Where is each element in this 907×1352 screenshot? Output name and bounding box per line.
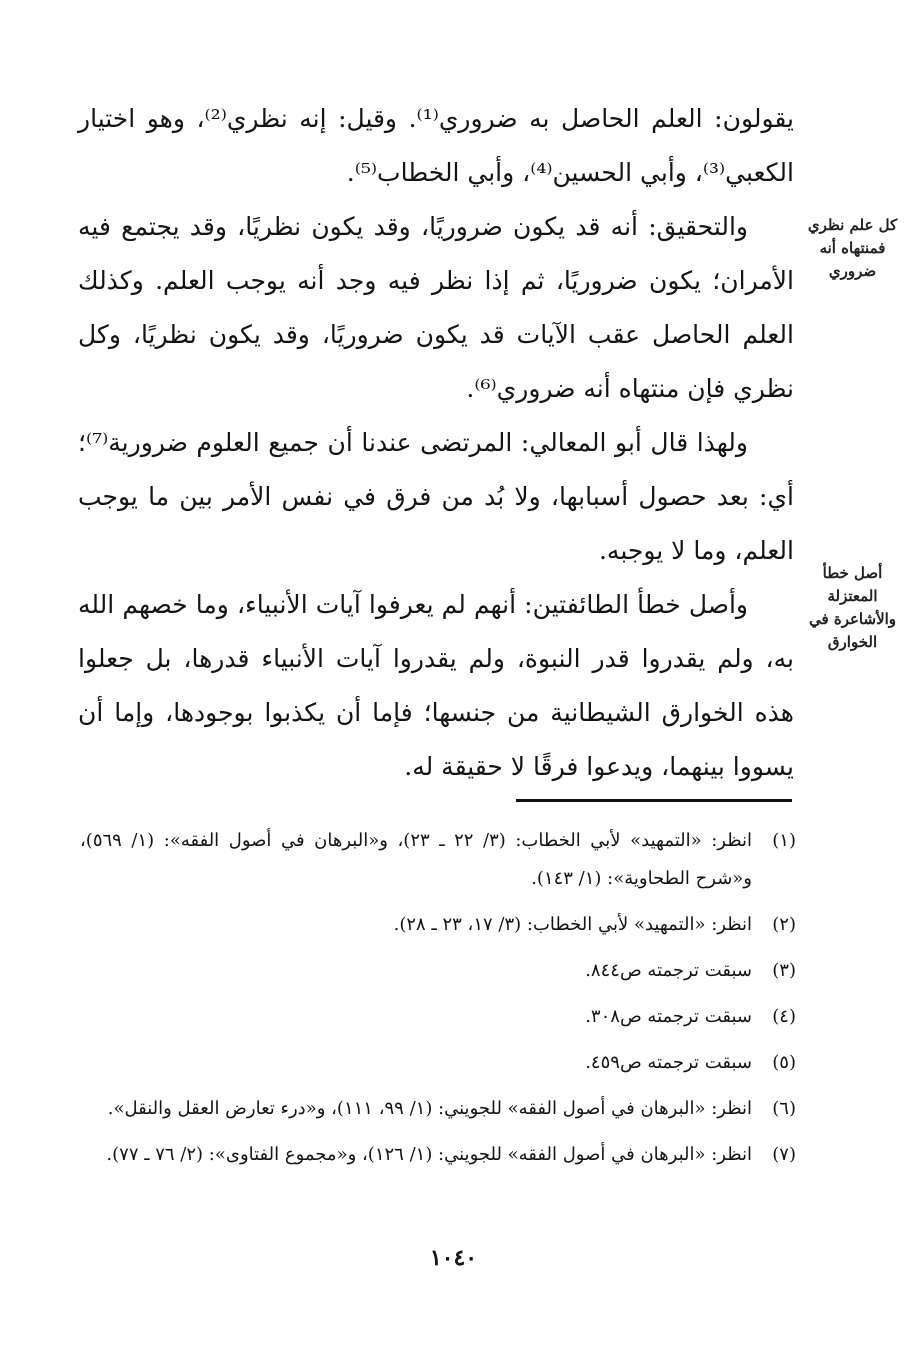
footnote-item [80,1090,796,1128]
footnote-separator [516,799,792,802]
page-number: ١٠٤٠ [429,1245,478,1271]
footnote-item [80,1136,796,1174]
footnote-number: (٥) [772,1052,796,1073]
footnote-number: (٤) [772,1006,796,1027]
footnote-item [80,906,796,944]
paragraph-4: وأصل خطأ الطائفتين: أنهم لم يعرفوا آيات الأنبياء، وما خصهم الله به، ولم يقدروا قدر النبوة، ولم يقدروا آيات الأنبياء قدرها، بل جعلوا هذه الخوارق الشيطانية من جنسها؛ فإما أن يكذبوا بوجودها، وإما أن يسووا بينهما، ويدعوا فرقًا لا حقيقة له. [78,590,794,781]
paragraph-1: يقولون: العلم الحاصل به ضروري⁽¹⁾. وقيل: إنه نظري⁽²⁾، وهو اختيار الكعبي⁽³⁾، وأبي الحسين⁽⁴⁾، وأبي الخطاب⁽⁵⁾. [78,104,794,187]
margin-note-1: كل علم نظري فمنتهاه أنه ضروري [807,216,898,280]
footnote-number: (٦) [772,1098,796,1119]
footnote-text: انظر: «البرهان في أصول الفقه» للجويني: (١/ ١٢٦)، و«مجموع الفتاوى»: (٢/ ٧٦ ـ ٧٧). [106,1144,752,1165]
footnote-text: سبقت ترجمته ص٤٥٩. [585,1052,752,1073]
margin-note-2: أصل خطأ المعتزلة والأشاعرة في الخوارق [808,564,897,651]
footnote-number: (٢) [772,914,796,935]
footnote-item [80,822,796,898]
footnote-text: سبقت ترجمته ص٣٠٨. [585,1006,752,1027]
footnote-item [80,1044,796,1082]
paragraph-3: ولهذا قال أبو المعالي: المرتضى عندنا أن جميع العلوم ضرورية⁽⁷⁾؛ أي: بعد حصول أسبابها، ولا بُد من فرق في نفس الأمر بين ما يوجب العلم، وما لا يوجبه. [78,428,794,565]
footnotes [80,822,796,1182]
paragraph-2: والتحقيق: أنه قد يكون ضروريًا، وقد يكون نظريًا، وقد يجتمع فيه الأمران؛ يكون ضروريًا، ثم إذا نظر فيه وجد أنه يوجب العلم. وكذلك العلم الحاصل عقب الآيات قد يكون ضروريًا، وقد يكون نظريًا، وكل نظري فإن منتهاه أنه ضروري⁽⁶⁾. [78,212,794,403]
footnote-number: (١) [772,830,796,851]
footnote-item [80,998,796,1036]
footnote-text: انظر: «البرهان في أصول الفقه» للجويني: (١/ ٩٩، ١١١)، و«درء تعارض العقل والنقل». [107,1098,752,1119]
footnote-number: (٧) [772,1144,796,1165]
footnote-text: انظر: «التمهيد» لأبي الخطاب: (٣/ ١٧، ٢٣ ـ ٢٨). [393,914,752,935]
footnote-text: سبقت ترجمته ص٨٤٤. [585,960,752,981]
footnote-number: (٣) [772,960,796,981]
main-text [78,92,794,794]
footnote-text: انظر: «التمهيد» لأبي الخطاب: (٣/ ٢٢ ـ ٢٣)، و«البرهان في أصول الفقه»: (١/ ٥٦٩)، و«شرح الطحاوية»: (١/ ١٤٣). [80,830,752,889]
footnote-item [80,952,796,990]
